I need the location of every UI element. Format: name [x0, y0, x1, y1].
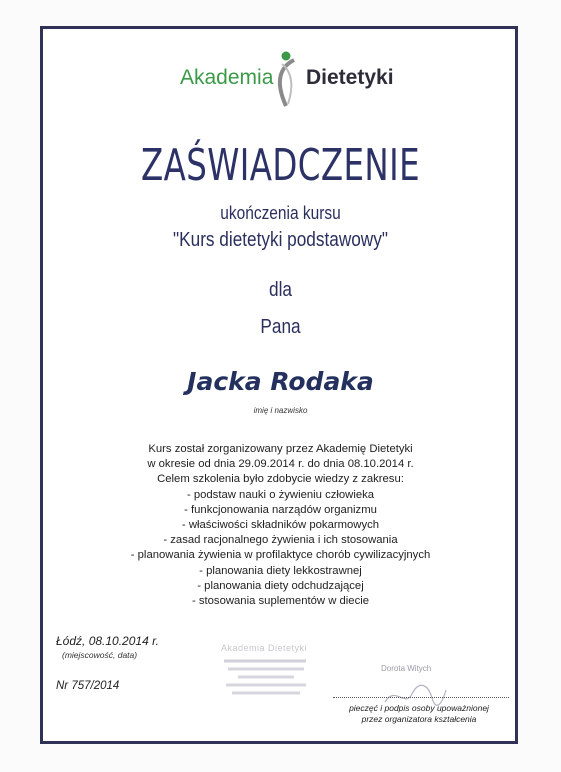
place-date: Łódź, 08.10.2014 r.: [56, 634, 159, 648]
recipient-name: Jacka Rodaka: [187, 367, 374, 396]
logo: [0, 46, 561, 106]
body-line: - podstaw nauki o żywieniu człowieka: [186, 488, 375, 501]
course-description: [0, 442, 561, 609]
course-name: "Kurs dietetyki podstawowy": [173, 229, 388, 251]
stamp-lines-icon: [214, 653, 314, 703]
for-word: dla: [269, 279, 292, 301]
body-line: - planowania diety odchudzającej: [197, 579, 364, 592]
logo-figure-icon: [272, 50, 306, 108]
signature-caption-line: pieczęć i podpis osoby upoważnionej: [349, 703, 489, 713]
salutation: Pana: [260, 316, 301, 338]
body-line: - właściwości składników pokarmowych: [181, 519, 380, 532]
body-line: - planowania diety lekkostrawnej: [199, 564, 362, 577]
logo-text-akademia: Akademia: [180, 66, 274, 89]
recipient-name-caption: imię i nazwisko: [253, 406, 308, 415]
body-line: Celem szkolenia było zdobycie wiedzy z zakresu:: [157, 473, 404, 486]
stamp-title: Akademia Dietetyki: [220, 643, 308, 653]
signature-caption: [316, 703, 522, 725]
subtitle-completion: ukończenia kursu: [220, 203, 341, 223]
certificate-title: ZAŚWIADCZENIE: [140, 140, 421, 191]
signature-stamp: Dorota Witych: [381, 664, 432, 673]
signature-line: [333, 697, 509, 698]
body-line: - zasad racjonalnego żywienia i ich stosowania: [163, 534, 398, 547]
place-date-caption: (miejscowość, data): [62, 650, 138, 660]
certificate-number: Nr 757/2014: [56, 680, 120, 692]
logo-text-dietetyki: Dietetyki: [306, 66, 394, 89]
body-line: w okresie od dnia 29.09.2014 r. do dnia 08.10.2014 r.: [147, 458, 414, 471]
body-line: - planowania żywienia w profilaktyce chorób cywilizacyjnych: [130, 549, 431, 562]
body-line: - stosowania suplementów w diecie: [191, 595, 370, 608]
body-line: - funkcjonowania narządów organizmu: [184, 503, 377, 516]
body-line: Kurs został zorganizowany przez Akademię Dietetyki: [148, 443, 413, 455]
signature-caption-line: przez organizatora kształcenia: [361, 714, 477, 724]
organizer-stamp: [210, 644, 318, 718]
